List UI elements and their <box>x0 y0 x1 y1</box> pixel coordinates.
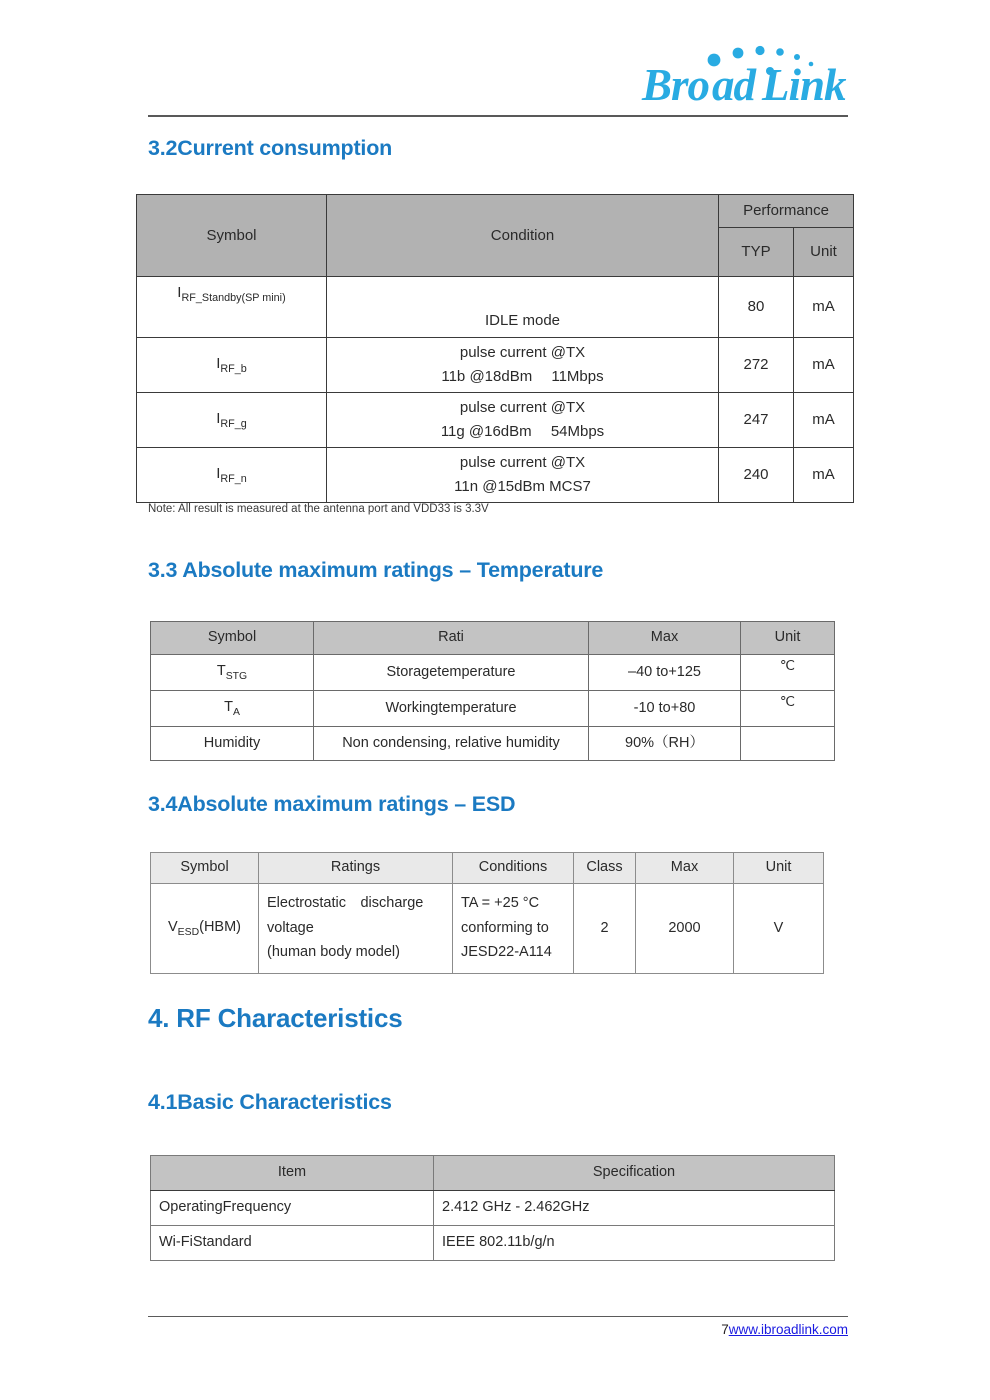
broadlink-logo-icon <box>640 42 850 110</box>
symbol-sub: RF_g <box>220 417 247 430</box>
symbol-main: I <box>216 409 221 427</box>
condition-line-1: IDLE mode <box>484 311 561 329</box>
cell-max: –40 to+125 <box>589 655 741 691</box>
website-link[interactable]: www.ibroadlink.com <box>728 1322 848 1337</box>
note-measurement: Note: All result is measured at the antenna port and VDD33 is 3.3V <box>148 503 489 515</box>
cell-max: -10 to+80 <box>589 691 741 727</box>
ratings-line-2: voltage <box>267 919 314 936</box>
cell-unit: ℃ <box>741 691 835 727</box>
heading-current-consumption: 3.2Current consumption <box>148 136 393 160</box>
table-row <box>151 884 824 974</box>
broadlink-logo <box>640 42 850 110</box>
table-row <box>151 655 835 691</box>
table-row <box>137 393 854 448</box>
th-condition: Condition <box>327 195 719 277</box>
cell-specification: IEEE 802.11b/g/n <box>434 1226 835 1261</box>
conditions-line-3: JESD22-A114 <box>461 944 552 961</box>
condition-line-2: 11b @18dBm 11Mbps <box>441 367 604 385</box>
symbol-sub: RF_b <box>220 362 247 375</box>
cell-unit: ℃ <box>741 655 835 691</box>
cell-symbol <box>137 277 327 338</box>
cell-symbol <box>151 691 314 727</box>
table-header-row <box>151 1156 835 1191</box>
svg-text:Link: Link <box>762 60 846 110</box>
cell-condition <box>327 338 719 393</box>
cell-max: 2000 <box>636 884 734 974</box>
page-footer <box>148 1316 848 1337</box>
symbol-main: T <box>224 698 233 715</box>
cell-rati: Workingtemperature <box>314 691 589 727</box>
cell-class: 2 <box>574 884 636 974</box>
cell-condition <box>327 277 719 338</box>
cell-unit: mA <box>794 448 854 503</box>
cell-symbol <box>151 884 259 974</box>
cell-condition <box>327 393 719 448</box>
table-header-row <box>137 195 854 228</box>
table-row <box>137 277 854 338</box>
svg-text:Bro: Bro <box>642 60 710 110</box>
cell-symbol <box>137 448 327 503</box>
table-row <box>137 448 854 503</box>
th-unit: Unit <box>734 853 824 884</box>
page-number: 7 <box>721 1322 729 1337</box>
cell-unit: mA <box>794 338 854 393</box>
cell-typ: 80 <box>719 277 794 338</box>
cell-conditions <box>453 884 574 974</box>
symbol-main: I <box>216 354 221 372</box>
ratings-line-3: (human body model) <box>267 944 400 961</box>
table-row <box>151 1191 835 1226</box>
symbol-main: I <box>216 464 221 482</box>
heading-max-ratings-esd: 3.4Absolute maximum ratings – ESD <box>148 792 516 816</box>
th-unit: Unit <box>741 622 835 655</box>
th-performance: Performance <box>719 195 854 228</box>
th-max: Max <box>589 622 741 655</box>
table-row <box>151 691 835 727</box>
heading-rf-characteristics: 4. RF Characteristics <box>148 1003 403 1033</box>
cell-rati: Non condensing, relative humidity <box>314 727 589 761</box>
symbol-tail: (HBM) <box>199 918 242 935</box>
condition-line-1: pulse current @TX <box>459 454 586 472</box>
condition-line-1: pulse current @TX <box>459 344 586 362</box>
th-max: Max <box>636 853 734 884</box>
conditions-line-2: conforming to <box>461 919 549 936</box>
table-basic-characteristics <box>150 1155 835 1261</box>
th-symbol: Symbol <box>151 853 259 884</box>
symbol-main: V <box>167 918 178 935</box>
cell-symbol <box>137 338 327 393</box>
cell-typ: 240 <box>719 448 794 503</box>
heading-basic-characteristics: 4.1Basic Characteristics <box>148 1090 392 1114</box>
cell-specification: 2.412 GHz - 2.462GHz <box>434 1191 835 1226</box>
th-specification: Specification <box>434 1156 835 1191</box>
cell-item: OperatingFrequency <box>151 1191 434 1226</box>
symbol-main: I <box>177 284 182 301</box>
table-row <box>137 338 854 393</box>
cell-unit: mA <box>794 277 854 338</box>
symbol-sub: RF_Standby(SP mini) <box>181 292 286 304</box>
symbol-sub: RF_n <box>220 472 247 485</box>
table-header-row <box>151 622 835 655</box>
th-unit: Unit <box>794 228 854 277</box>
cell-ratings <box>259 884 453 974</box>
table-esd-ratings <box>150 852 824 974</box>
symbol-sub: A <box>232 706 240 718</box>
th-rati: Rati <box>314 622 589 655</box>
cell-symbol <box>151 655 314 691</box>
symbol-sub: ESD <box>177 926 200 938</box>
condition-line-1: pulse current @TX <box>459 399 586 417</box>
th-typ: TYP <box>719 228 794 277</box>
cell-typ: 272 <box>719 338 794 393</box>
th-ratings: Ratings <box>259 853 453 884</box>
symbol-main: T <box>216 662 226 679</box>
th-class: Class <box>574 853 636 884</box>
th-symbol: Symbol <box>151 622 314 655</box>
table-row <box>151 1226 835 1261</box>
cell-rati: Storagetemperature <box>314 655 589 691</box>
cell-condition <box>327 448 719 503</box>
th-symbol: Symbol <box>137 195 327 277</box>
conditions-line-1: TA = +25 °C <box>461 894 540 911</box>
heading-max-ratings-temperature: 3.3 Absolute maximum ratings – Temperature <box>148 558 604 582</box>
cell-symbol <box>137 393 327 448</box>
svg-text:ad: ad <box>712 60 755 110</box>
table-temperature-ratings <box>150 621 835 761</box>
table-row <box>151 727 835 761</box>
cell-unit: mA <box>794 393 854 448</box>
cell-unit: V <box>734 884 824 974</box>
cell-typ: 247 <box>719 393 794 448</box>
header-divider <box>148 115 848 117</box>
condition-line-2: 11n @15dBm MCS7 <box>454 477 591 495</box>
th-conditions: Conditions <box>453 853 574 884</box>
cell-item: Wi-FiStandard <box>151 1226 434 1261</box>
symbol-sub: STG <box>225 670 248 682</box>
table-current-consumption <box>136 194 854 503</box>
cell-unit <box>741 727 835 761</box>
cell-symbol: Humidity <box>151 727 314 761</box>
table-header-row <box>151 853 824 884</box>
cell-max: 90%（RH） <box>589 727 741 761</box>
ratings-line-1: Electrostatic discharge <box>267 894 424 911</box>
th-item: Item <box>151 1156 434 1191</box>
condition-line-2: 11g @16dBm 54Mbps <box>440 422 605 440</box>
